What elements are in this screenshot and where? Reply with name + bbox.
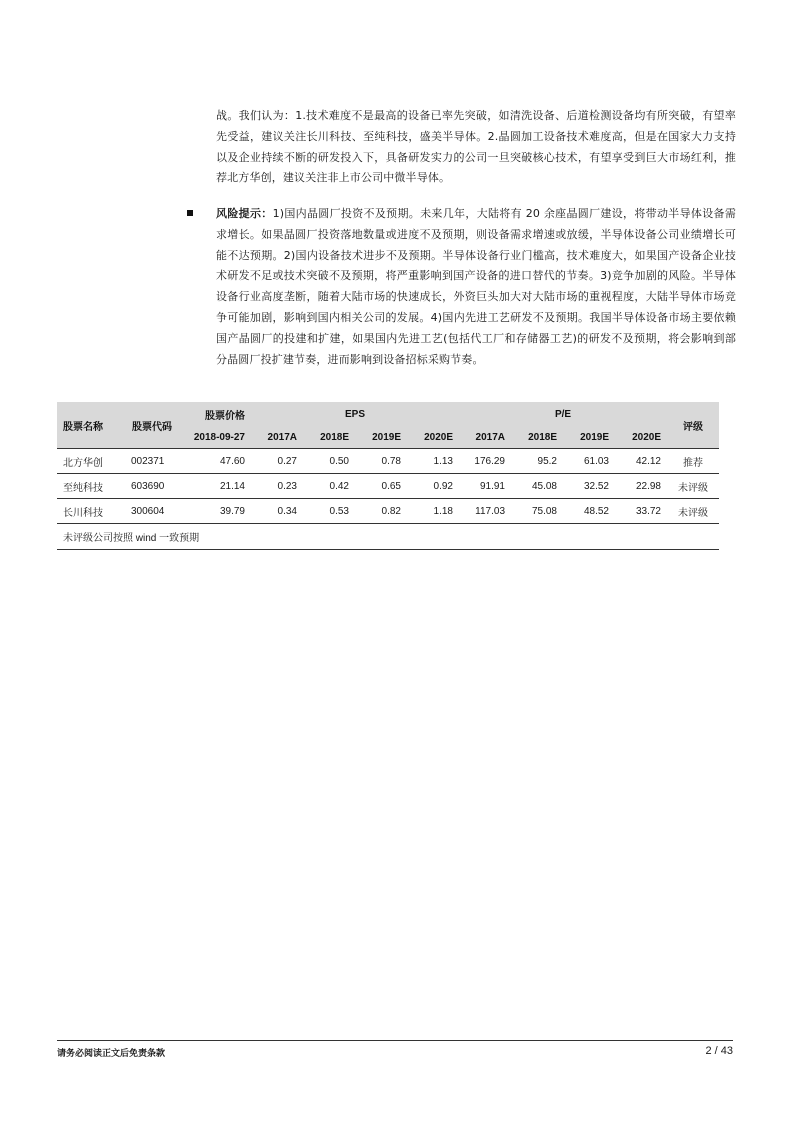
table-row	[57, 449, 719, 474]
header-pe-year: 2018E	[511, 426, 563, 449]
cell-eps: 1.18	[407, 499, 459, 524]
cell-pe: 48.52	[563, 499, 615, 524]
header-eps: EPS	[251, 402, 459, 426]
cell-pe: 176.29	[459, 449, 511, 474]
header-rating: 评级	[667, 402, 719, 449]
cell-eps: 1.13	[407, 449, 459, 474]
header-eps-year: 2019E	[355, 426, 407, 449]
header-stock-name: 股票名称	[57, 402, 119, 449]
cell-pe: 61.03	[563, 449, 615, 474]
cell-pe: 91.91	[459, 474, 511, 499]
header-stock-code: 股票代码	[119, 402, 185, 449]
cell-eps: 0.53	[303, 499, 355, 524]
header-pe-year: 2017A	[459, 426, 511, 449]
cell-code: 300604	[119, 499, 185, 524]
cell-rating: 推荐	[667, 449, 719, 474]
cell-name: 至纯科技	[57, 474, 119, 499]
cell-eps: 0.92	[407, 474, 459, 499]
cell-eps: 0.65	[355, 474, 407, 499]
header-eps-year: 2018E	[303, 426, 355, 449]
cell-price: 21.14	[185, 474, 251, 499]
page-number: 2 / 43	[705, 1045, 733, 1057]
cell-pe: 75.08	[511, 499, 563, 524]
cell-pe: 42.12	[615, 449, 667, 474]
cell-eps: 0.23	[251, 474, 303, 499]
risk-text: 1)国内晶圆厂投资不及预期。未来几年，大陆将有 20 余座晶圆厂建设，将带动半导体设备需求增长。如果晶圆厂投资落地数量或进度不及预期，则设备需求增速或放缓，半导体设备公司业绩增长可能不达预期。2)国内设备技术进步不及预期。半导体设备行业门槛高，技术难度大，如果国产设备企业技术研发不足或技术突破不及预期，将严重影响到国产设备的进口替代的节奏。3)竞争加剧的风险。半导体设备行业高度垄断，随着大陆市场的快速成长，外资巨头加大对大陆市场的重视程度，大陆半导体市场竞争可能加剧，影响到国内相关公司的发展。4)国内先进工艺研发不及预期。我国半导体设备市场主要依赖国产晶圆厂的投建和扩建，如果国内先进工艺(包括代工厂和存储器工艺)的研发不及预期，将会影响到部分晶圆厂投扩建节奏，进而影响到设备招标采购节奏。	[216, 207, 736, 366]
header-pe: P/E	[459, 402, 667, 426]
cell-eps: 0.34	[251, 499, 303, 524]
cell-eps: 0.82	[355, 499, 407, 524]
cell-pe: 33.72	[615, 499, 667, 524]
cell-pe: 45.08	[511, 474, 563, 499]
header-pe-year: 2019E	[563, 426, 615, 449]
risk-paragraph	[216, 204, 736, 370]
table-note: 未评级公司按照 wind 一致预期	[57, 524, 719, 550]
cell-price: 47.60	[185, 449, 251, 474]
cell-code: 603690	[119, 474, 185, 499]
header-price-date: 2018-09-27	[185, 426, 251, 449]
cell-pe: 22.98	[615, 474, 667, 499]
header-stock-price: 股票价格	[185, 402, 251, 426]
cell-name: 北方华创	[57, 449, 119, 474]
cell-price: 39.79	[185, 499, 251, 524]
conclusion-text: 战。我们认为：1.技术难度不是最高的设备已率先突破，如清洗设备、后道检测设备均有所突破，有望率先受益，建议关注长川科技、至纯科技，盛美半导体。2.晶圆加工设备技术难度高，但是在国家大力支持以及企业持续不断的研发投入下，具备研发实力的公司一旦突破核心技术，有望享受到巨大市场红利，推荐北方华创，建议关注非上市公司中微半导体。	[216, 109, 736, 185]
conclusion-paragraph	[216, 106, 736, 189]
cell-eps: 0.78	[355, 449, 407, 474]
table-note-row	[57, 524, 719, 550]
stock-valuation-table	[57, 402, 719, 550]
footer-disclaimer: 请务必阅读正文后免责条款	[57, 1049, 166, 1059]
cell-rating: 未评级	[667, 499, 719, 524]
header-pe-year: 2020E	[615, 426, 667, 449]
footer-divider	[57, 1040, 733, 1041]
bullet-square-icon	[187, 210, 193, 216]
cell-name: 长川科技	[57, 499, 119, 524]
cell-rating: 未评级	[667, 474, 719, 499]
table-row	[57, 474, 719, 499]
cell-code: 002371	[119, 449, 185, 474]
cell-eps: 0.27	[251, 449, 303, 474]
cell-pe: 95.2	[511, 449, 563, 474]
header-eps-year: 2017A	[251, 426, 303, 449]
header-eps-year: 2020E	[407, 426, 459, 449]
table-row	[57, 499, 719, 524]
cell-eps: 0.42	[303, 474, 355, 499]
cell-pe: 32.52	[563, 474, 615, 499]
cell-eps: 0.50	[303, 449, 355, 474]
risk-label: 风险提示：	[216, 207, 273, 220]
cell-pe: 117.03	[459, 499, 511, 524]
